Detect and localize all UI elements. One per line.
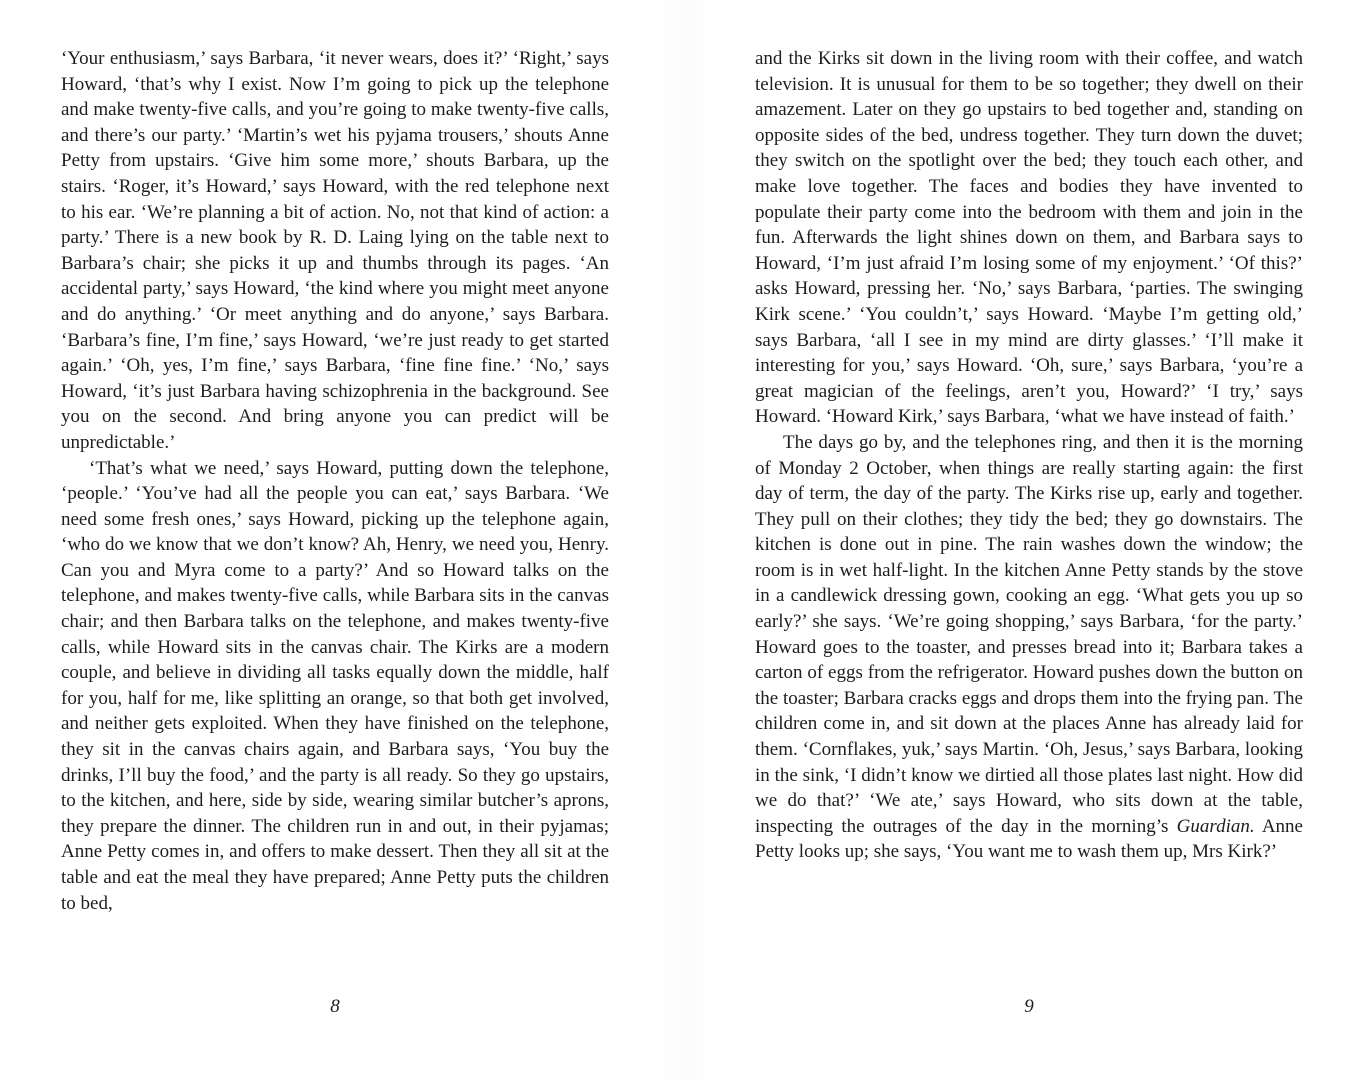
right-page-text xyxy=(755,46,1303,865)
right-page-number: 9 xyxy=(1024,996,1034,1017)
left-page-number: 8 xyxy=(330,996,340,1017)
left-page xyxy=(61,46,609,916)
right-paragraph-2 xyxy=(755,430,1303,865)
right-paragraph-2-main: The days go by, and the telephones ring, and then it is the morning of Monday 2 October, when things are really starting again: the first day of term, the day of the party. The Kirks rise up, early and together. They pull on their clothes; they tidy the bed; they go downstairs. The kitchen is done out in pine. The rain washes down the window; the room is in wet half-light. In the kitchen Anne Petty stands by the stove in a candlewick dressing gown, cooking an egg. ‘What gets you up so early?’ she says. ‘We’re going shopping,’ says Barbara, ‘for the party.’ Howard goes to the toaster, and presses bread into it; Barbara takes a carton of eggs from the refrigerator. Howard pushes down the button on the toaster; Barbara cracks eggs and drops them into the frying pan. The children come in, and sit down at the places Anne has already laid for them. ‘Cornflakes, yuk,’ says Martin. ‘Oh, Jesus,’ says Barbara, looking in the sink, ‘I didn’t know we dirtied all those plates last night. How did we do that?’ ‘We ate,’ says Howard, who sits down at the table, inspecting the outrages of the day in the morning’s xyxy=(755,431,1303,837)
newspaper-title: Guardian. xyxy=(1176,815,1255,837)
gutter xyxy=(660,0,710,1080)
left-paragraph-2: ‘That’s what we need,’ says Howard, putting down the telephone, ‘people.’ ‘You’ve had all the people you can eat,’ says Barbara. ‘We need some fresh ones,’ says Howard, picking up the telephone again, ‘who do we know that we don’t know? Ah, Henry, we need you, Henry. Can you and Myra come to a party?’ And so Howard talks on the telephone, and makes twenty-five calls, while Barbara sits in the canvas chair; and then Barbara talks on the telephone, and makes twenty-five calls, while Howard sits in the canvas chair. The Kirks are a modern couple, and believe in dividing all tasks equally down the middle, half for you, half for me, like splitting an orange, so that both get involved, and neither gets exploited. When they have finished on the telephone, they sit in the canvas chairs again, and Barbara says, ‘You buy the drinks, I’ll buy the food,’ and the party is all ready. So they go upstairs, to the kitchen, and here, side by side, wearing similar butcher’s aprons, they prepare the dinner. The children run in and out, in their pyjamas; Anne Petty comes in, and offers to make dessert. Then they all sit at the table and eat the meal they have prepared; Anne Petty puts the children to bed, xyxy=(61,457,609,914)
left-paragraph-1: ‘Your enthusiasm,’ says Barbara, ‘it never wears, does it?’ ‘Right,’ says Howard, ‘that’s why I exist. Now I’m going to pick up the telephone and make twenty-five calls, and you’re going to make twenty-five calls, and there’s our party.’ ‘Martin’s wet his pyjama trousers,’ shouts Anne Petty from upstairs. ‘Give him some more,’ shouts Barbara, up the stairs. ‘Roger, it’s Howard,’ says Howard, with the red telephone next to his ear. ‘We’re planning a bit of action. No, not that kind of action: a party.’ There is a new book by R. D. Laing lying on the table next to Barbara’s chair; she picks it up and thumbs through its pages. ‘An accidental party,’ says Howard, ‘the kind where you might meet anyone and do anything.’ ‘Or meet anything and do anyone,’ says Barbara. ‘Barbara’s fine, I’m fine,’ says Howard, ‘we’re just ready to get started again.’ ‘Oh, yes, I’m fine,’ says Barbara, ‘fine fine fine.’ ‘No,’ says Howard, ‘it’s just Barbara having schizophrenia in the background. See you on the second. And bring anyone you can predict will be unpredictable.’ xyxy=(61,48,609,453)
right-paragraph-1: and the Kirks sit down in the living room with their coffee, and watch television. It is unusual for them to be so together; they dwell on their amazement. Later on they go upstairs to bed together and, standing on opposite sides of the bed, undress together. They turn down the duvet; they switch on the spotlight over the bed; they touch each other, and make love together. The faces and bodies they have invented to populate their party come into the bedroom with them and join in the fun. Afterwards the light shines down on them, and Barbara says to Howard, ‘I’m just afraid I’m losing some of my enjoyment.’ ‘Of this?’ asks Howard, pressing her. ‘No,’ says Barbara, ‘parties. The swinging Kirk scene.’ ‘You couldn’t,’ says Howard. ‘Maybe I’m getting old,’ says Barbara, ‘all I see in my mind are dirty glasses.’ ‘I’ll make it interesting for you,’ says Howard. ‘Oh, sure,’ says Barbara, ‘you’re a great magician of the feelings, aren’t you, Howard?’ ‘I try,’ says Howard. ‘Howard Kirk,’ says Barbara, ‘what we have instead of faith.’ xyxy=(755,48,1303,428)
left-page-text xyxy=(61,46,609,916)
right-page xyxy=(755,46,1303,865)
right-paragraph-2-end: Anne Petty looks up; she says, ‘You want me to wash them up, Mrs Kirk?’ xyxy=(755,815,1303,863)
